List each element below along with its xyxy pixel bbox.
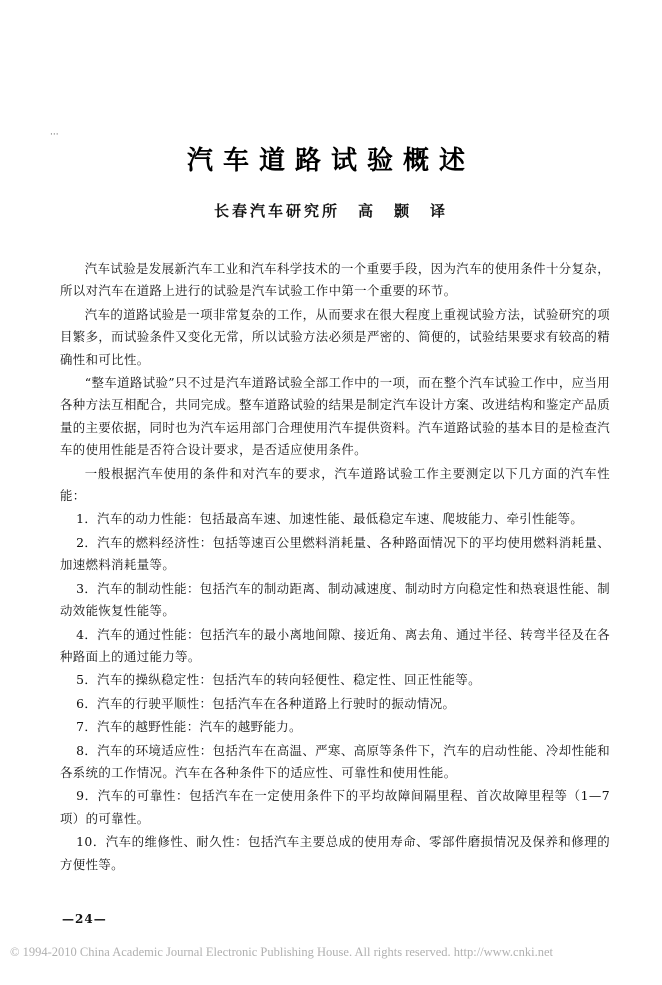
list-item: 10．汽车的维修性、耐久性：包括汽车主要总成的使用寿命、零部件磨损情况及保养和修理的方便性等。 bbox=[60, 834, 610, 872]
list-item: 8．汽车的环境适应性：包括汽车在高温、严寒、高原等条件下，汽车的启动性能、冷却性能和各系统的工作情况。汽车在各种条件下的适应性、可靠性和使用性能。 bbox=[60, 742, 610, 780]
paragraph-3: “整车道路试验”只不过是汽车道路试验全部工作中的一项，而在整个汽车试验工作中，应当用各种方法互相配合，共同完成。整车道路试验的结果是制定汽车设计方案、改进结构和鉴定产品质量的主要依据，同时也为汽车运用部门合理使用汽车提供资料。汽车道路试验的基本目的是检查汽车的使用性能是否符合设计要求，是否适应使用条件。 bbox=[60, 375, 610, 458]
article-body bbox=[60, 258, 610, 877]
article-byline: 长春汽车研究所 高 颢 译 bbox=[213, 202, 448, 220]
list-item: 7．汽车的越野性能：汽车的越野能力。 bbox=[76, 719, 302, 735]
copyright-notice: © 1994-2010 China Academic Journal Electronic Publishing House. All rights reserved. http://www.cnki.net bbox=[10, 945, 553, 959]
list-item: 1．汽车的动力性能：包括最高车速、加速性能、最低稳定车速、爬坡能力、牵引性能等。 bbox=[76, 511, 584, 527]
list-item: 2．汽车的燃料经济性：包括等速百公里燃料消耗量、各种路面情况下的平均使用燃料消耗量、加速燃料消耗量等。 bbox=[60, 534, 610, 573]
article-title: 汽车道路试验概述 bbox=[186, 146, 475, 176]
paragraph-4: 一般根据汽车使用的条件和对汽车的要求，汽车道路试验工作主要测定以下几方面的汽车性能： bbox=[60, 465, 610, 504]
list-item: 4．汽车的通过性能：包括汽车的最小离地间隙、接近角、离去角、通过半径、转弯半径及在各种路面上的通过能力等。 bbox=[60, 626, 610, 664]
paragraph-2: 汽车的道路试验是一项非常复杂的工作，从而要求在很大程度上重视试验方法，试验研究的项目繁多，而试验条件又变化无常，所以试验方法必须是严密的、简便的，试验结果要求有较高的精确性和可比性。 bbox=[60, 306, 610, 367]
list-item: 5．汽车的操纵稳定性：包括汽车的转向轻便性、稳定性、回正性能等。 bbox=[76, 672, 481, 688]
margin-mark: ··· bbox=[50, 130, 59, 140]
paragraph-1: 汽车试验是发展新汽车工业和汽车科学技术的一个重要手段，因为汽车的使用条件十分复杂，所以对汽车在道路上进行的试验是汽车试验工作中第一个重要的环节。 bbox=[60, 261, 610, 299]
page-number: —24— bbox=[62, 912, 107, 926]
list-item: 3．汽车的制动性能：包括汽车的制动距离、制动减速度、制动时方向稳定性和热衰退性能、制动效能恢复性能等。 bbox=[60, 580, 610, 619]
list-item: 9．汽车的可靠性：包括汽车在一定使用条件下的平均故障间隔里程、首次故障里程等（1—7项）的可靠性。 bbox=[60, 788, 610, 826]
list-item: 6．汽车的行驶平顺性：包括汽车在各种道路上行驶时的振动情况。 bbox=[76, 695, 456, 711]
